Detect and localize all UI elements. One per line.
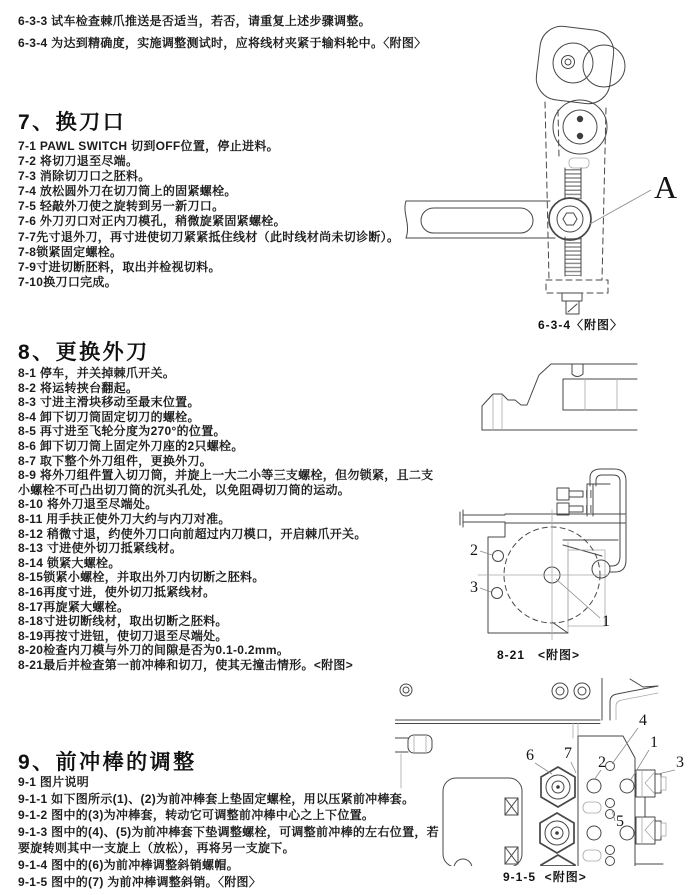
step-line: 9-1-5 图中的(7) 为前冲棒调整斜销。〈附图〉 xyxy=(18,874,262,889)
step-line: 7-3 消除切刀口之胚料。 xyxy=(18,169,151,184)
threaded-rod xyxy=(565,168,581,276)
base-plate-and-bolt xyxy=(546,280,608,314)
figure-label-6: 6 xyxy=(526,747,534,764)
wire-bar xyxy=(405,201,555,238)
figure-cutter-housing xyxy=(440,448,700,650)
figure-feed-wheel-drawing xyxy=(398,18,700,318)
step-line: 7-10换刀口完成。 xyxy=(18,274,118,289)
step-line: 9-1-2 图中的(3)为冲棒套，转动它可调整前冲棒中心之上下位置。 xyxy=(18,808,375,823)
step-line: 8-9 将外刀组件置入切刀筒，并旋上一大二小等三支螺栓，但勿锁紧，且二支 xyxy=(18,468,434,483)
step-line: 9-1-3 图中的(4)、(5)为前冲棒套下垫调整螺栓，可调整前冲棒的左右位置，若 xyxy=(18,824,439,839)
step-line: 小螺栓不可凸出切刀筒的沉头孔处，以免阻碍切刀筒的运动。 xyxy=(18,482,351,497)
step-line: 8-3 寸进主滑块移动至最末位置。 xyxy=(18,395,200,410)
figure-label-5: 5 xyxy=(616,813,624,830)
figure-label-2: 2 xyxy=(470,542,478,559)
section-8-title: 8、更换外刀 xyxy=(18,341,150,364)
figure-punch-bar xyxy=(395,678,700,866)
clamp-bolts xyxy=(557,484,610,516)
step-line: 9-1-4 图中的(6)为前冲棒调整斜销螺帽。 xyxy=(18,857,239,872)
roller xyxy=(549,198,591,240)
step-line: 8-19再按寸进钮，使切刀退至尽端处。 xyxy=(18,628,228,643)
figure-label-4: 4 xyxy=(639,712,647,729)
figure-821-labels xyxy=(470,542,610,630)
step-line: 8-7 取下整个外刀组件，更换外刀。 xyxy=(18,453,213,468)
step-line: 8-1 停车，并关掉棘爪开关。 xyxy=(18,366,176,380)
figure-label-3: 3 xyxy=(470,579,478,596)
step-line: 7-7先寸退外刀，再寸进使切刀紧紧抵住线材（此时线材尚未切诊断）。 xyxy=(18,229,400,244)
step-line: 8-10 将外刀退至尽端处。 xyxy=(18,497,158,512)
figure-634-caption: 6-3-4〈附图〉 xyxy=(538,318,624,332)
step-line: 8-6 卸下切刀筒上固定外刀座的2只螺栓。 xyxy=(18,438,244,453)
step-line: 9-1 图片说明 xyxy=(18,775,90,789)
step-line: 7-4 放松圆外刀在切刀筒上的固紧螺栓。 xyxy=(18,184,237,199)
figure-915-caption: 9-1-5 <附图> xyxy=(503,870,587,884)
side-bolts xyxy=(635,770,666,864)
wire-rod xyxy=(460,510,505,527)
step-line: 8-11 用手扶正使外刀大约与内刀对准。 xyxy=(18,511,231,526)
figure-label-1: 1 xyxy=(650,734,658,751)
fixing-holes xyxy=(492,551,504,599)
figure-821-caption: 8-21 <附图> xyxy=(497,648,581,662)
figure-label-3: 3 xyxy=(676,754,684,771)
step-line: 7-2 将切刀退至尽端。 xyxy=(18,154,139,169)
step-line: 8-13 寸进使外切刀抵紧线材。 xyxy=(18,541,183,556)
section-8-steps xyxy=(18,366,433,672)
step-line: 8-12 稍微寸退，约使外刀口向前超过内刀模口，开启棘爪开关。 xyxy=(18,526,367,541)
intro-paragraph xyxy=(18,10,426,54)
intro-line: 6-3-4 为达到精确度，实施调整测试时，应将线材夹紧于输料轮中。〈附图〉 xyxy=(18,36,427,50)
adjust-nuts xyxy=(540,767,575,866)
label-a xyxy=(590,169,677,224)
section-7-title: 7、换刀口 xyxy=(18,111,127,134)
figure-label-1: 1 xyxy=(602,613,610,630)
figure-section-profile xyxy=(455,348,655,438)
step-line: 9-1-1 如下图所示(1)、(2)为前冲棒套上垫固定螺栓，用以压紧前冲棒套。 xyxy=(18,791,415,806)
step-line: 8-4 卸下切刀筒固定切刀的螺栓。 xyxy=(18,409,200,424)
arm-head xyxy=(534,24,625,106)
step-line: 8-5 再寸进至飞轮分度为270°的位置。 xyxy=(18,424,226,439)
step-line: 8-21最后并检查第一前冲棒和切刀，使其无撞击情形。<附图> xyxy=(18,657,354,672)
step-line: 7-8锁紧固定螺栓。 xyxy=(18,244,123,259)
cutter-circle xyxy=(478,510,608,640)
step-line: 7-1 PAWL SWITCH 切到OFF位置，停止进料。 xyxy=(18,139,279,153)
step-line: 8-16再度寸进，使外切刀抵紧线材。 xyxy=(18,584,216,599)
section-7-steps xyxy=(18,139,399,290)
step-line: 要旋转则其中一支旋上（放松），再将另一支旋下。 xyxy=(18,841,295,856)
step-line: 7-9寸进切断胚料，取出并检视切料。 xyxy=(18,259,221,274)
figure-label-2: 2 xyxy=(598,754,606,771)
bracket-profile xyxy=(482,364,637,430)
latch xyxy=(395,735,432,788)
step-line: 8-18寸进切断线材，取出切断之胚料。 xyxy=(18,614,228,629)
step-line: 8-2 将运转挟台翻起。 xyxy=(18,380,139,395)
figure-label-A: A xyxy=(654,169,678,205)
feed-wheel xyxy=(553,100,607,168)
step-line: 8-17再旋紧大螺栓。 xyxy=(18,599,130,614)
punch-sleeve-plate xyxy=(443,778,522,866)
step-line: 8-14 锁紧大螺栓。 xyxy=(18,555,121,570)
step-line: 8-15锁紧小螺栓，并取出外刀内切断之胚料。 xyxy=(18,570,265,585)
step-line: 8-20检查内刀模与外刀的间隙是否为0.1-0.2mm。 xyxy=(18,643,290,658)
section-9-title: 9、前冲棒的调整 xyxy=(18,751,197,774)
figure-label-7: 7 xyxy=(564,745,572,762)
intro-line: 6-3-3 试车检查棘爪推送是否适当，若否，请重复上述步骤调整。 xyxy=(18,14,371,28)
frame-top xyxy=(395,678,658,724)
step-line: 7-5 轻敲外刀使之旋转到另一新刀口。 xyxy=(18,199,225,214)
section-9-steps xyxy=(18,774,439,890)
step-line: 7-6 外刀刃口对正内刀模孔，稍微旋紧固紧螺栓。 xyxy=(18,214,286,229)
